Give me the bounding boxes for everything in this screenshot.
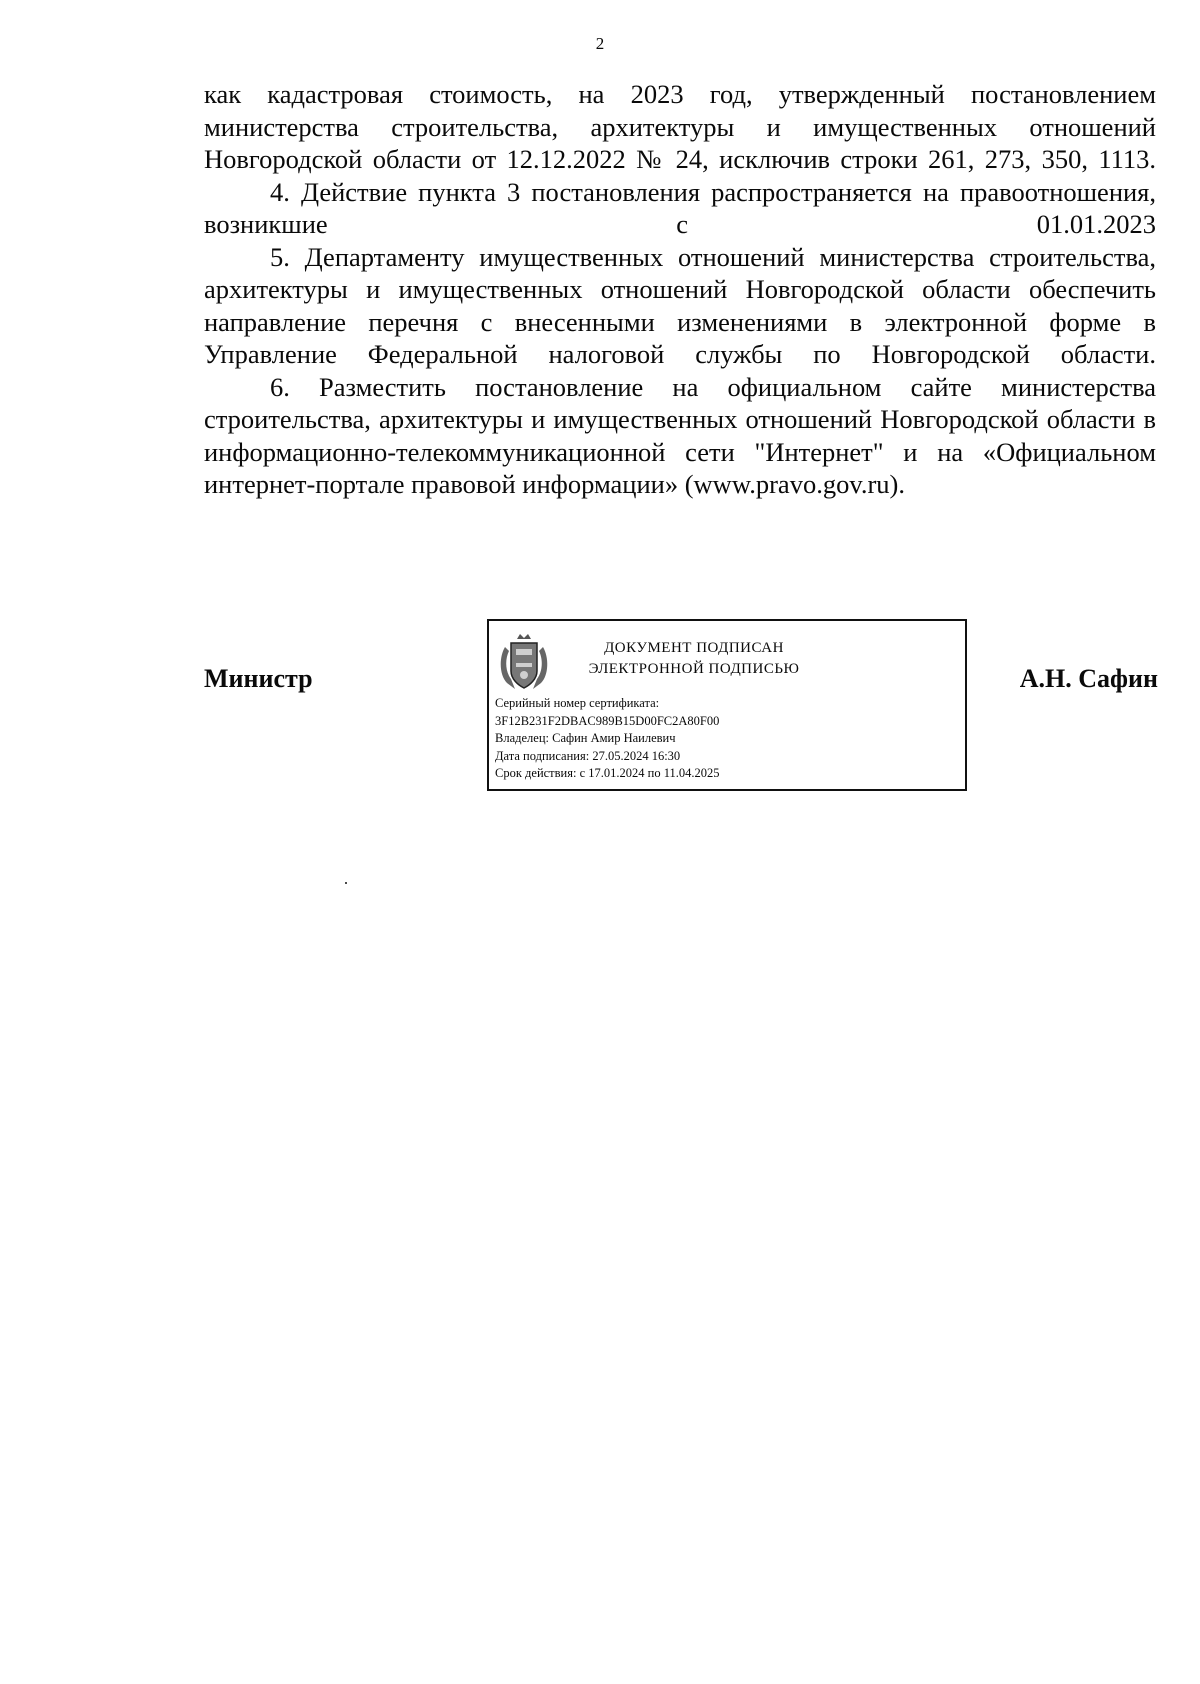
coat-of-arms-icon xyxy=(497,633,551,693)
paragraph-5: 5. Департаменту имущественных отношений министерства строительства, архитектуры и имущественных отношений Новгородской области обеспечить направление перечня с внесенными изменениями в электронной форме в Управление Федеральной налоговой службы по Новгородской области. xyxy=(204,241,1156,369)
stamp-title-line-1: ДОКУМЕНТ ПОДПИСАН xyxy=(604,640,784,656)
page-number: 2 xyxy=(595,34,605,53)
scan-speck xyxy=(345,882,347,884)
certificate-validity: Срок действия: с 17.01.2024 по 11.04.2025 xyxy=(495,766,720,780)
signing-date: Дата подписания: 27.05.2024 16:30 xyxy=(495,748,681,763)
document-body xyxy=(204,78,1156,501)
paragraph-4: 4. Действие пункта 3 постановления распространяется на правоотношения, возникшие с 01.01.2023 xyxy=(204,176,1156,239)
stamp-title-line-2: ЭЛЕКТРОННОЙ ПОДПИСЬЮ xyxy=(588,661,800,677)
signer-name: А.Н. Сафин xyxy=(1019,664,1158,693)
certificate-serial-label: Серийный номер сертификата: xyxy=(495,696,660,710)
paragraph-6: 6. Разместить постановление на официальном сайте министерства строительства, архитектуры и имущественных отношений Новгородской области в информационно-телекоммуникационной сети "Интернет" и на «Официальном интернет-портале правовой информации» (www.pravo.gov.ru). xyxy=(204,371,1156,499)
stamp-title xyxy=(579,638,809,680)
signer-role: Министр xyxy=(204,664,313,693)
paragraph-continuation: как кадастровая стоимость, на 2023 год, утвержденный постановлением министерства строительства, архитектуры и имущественных отношений Новгородской области от 12.12.2022 № 24, исключив строки 261, 273, 350, 1113. xyxy=(204,79,1156,174)
stamp-details xyxy=(495,695,719,783)
electronic-signature-stamp xyxy=(487,619,967,791)
certificate-serial: 3F12B231F2DBAC989B15D00FC2A80F00 xyxy=(495,713,720,728)
certificate-owner: Владелец: Сафин Амир Наилевич xyxy=(495,731,676,745)
